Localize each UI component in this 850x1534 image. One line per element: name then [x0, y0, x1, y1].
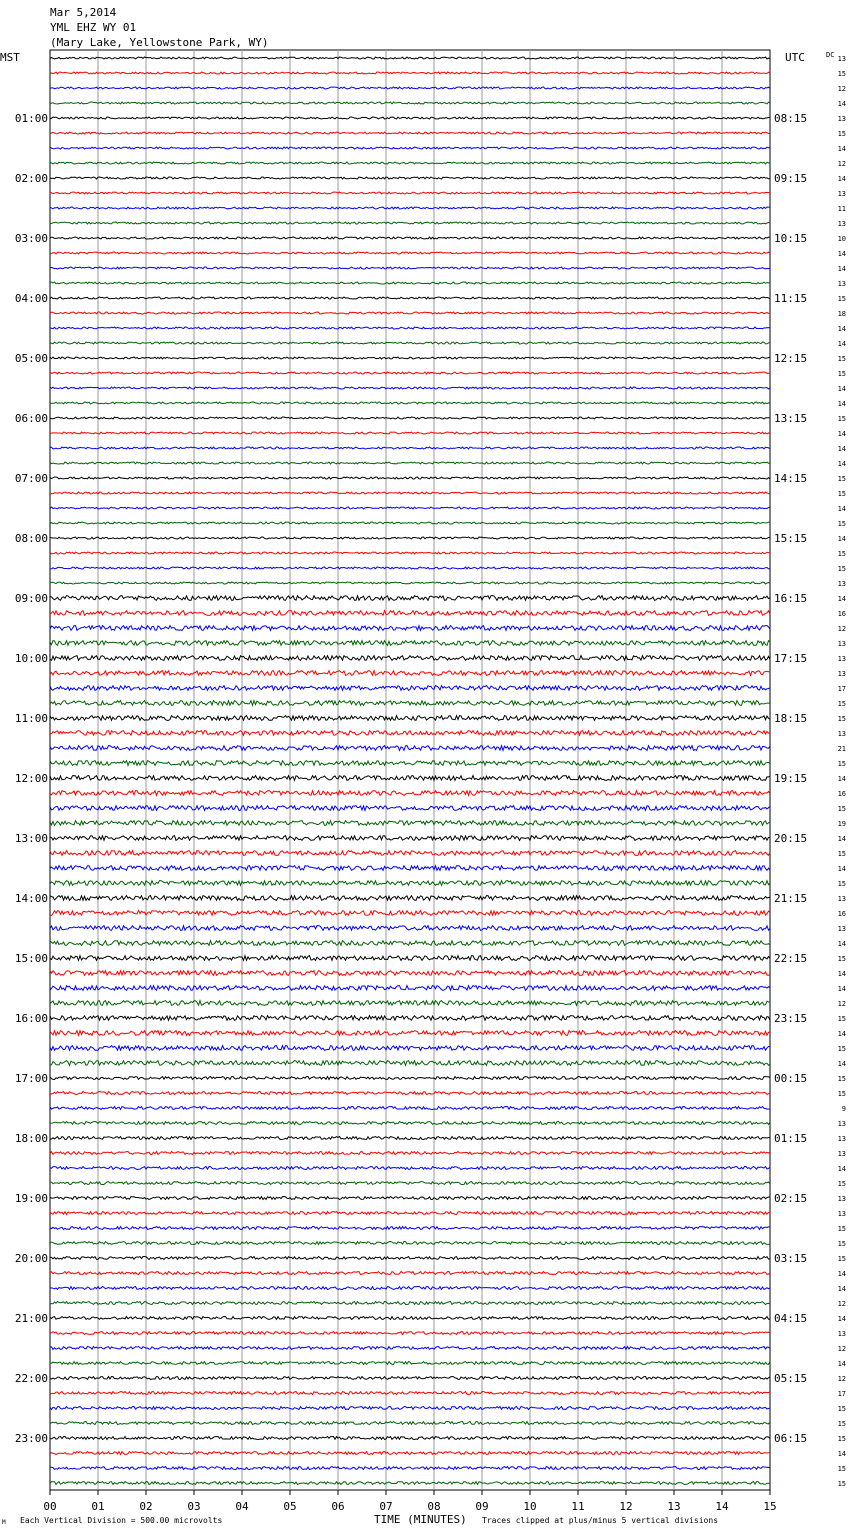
dc-offset-value: 14 — [837, 595, 846, 603]
utc-hour-label: 09:15 — [774, 172, 808, 185]
clip-note: Traces clipped at plus/minus 5 vertical divisions — [482, 1516, 719, 1525]
seismic-trace — [50, 1242, 770, 1245]
x-tick-label: 12 — [619, 1500, 633, 1513]
seismic-trace — [50, 791, 770, 796]
utc-hour-label: 10:15 — [774, 232, 808, 245]
x-tick-label: 08 — [427, 1500, 441, 1513]
mst-hour-label: 01:00 — [14, 112, 48, 125]
dc-offset-value: 15 — [837, 955, 846, 963]
dc-offset-value: 13 — [837, 220, 846, 228]
seismic-trace — [50, 1452, 770, 1455]
seismic-trace — [50, 1061, 770, 1066]
dc-offset-value: 15 — [837, 1435, 846, 1443]
header-location: (Mary Lake, Yellowstone Park, WY) — [50, 36, 269, 49]
time-grid — [50, 50, 770, 1490]
x-tick-label: 15 — [763, 1500, 777, 1513]
seismic-trace — [50, 821, 770, 826]
seismic-trace — [50, 72, 770, 74]
x-tick-label: 03 — [187, 1500, 201, 1513]
dc-offset-value: 13 — [837, 640, 846, 648]
dc-offset-value: 15 — [837, 490, 846, 498]
seismic-trace — [50, 282, 770, 284]
seismic-trace — [50, 582, 770, 584]
dc-offset-value: 15 — [837, 1180, 846, 1188]
seismic-trace — [50, 941, 770, 946]
mst-hour-label: 04:00 — [14, 292, 48, 305]
dc-offset-value: 13 — [837, 1120, 846, 1128]
dc-offset-value: 14 — [837, 385, 846, 393]
seismic-trace — [50, 1046, 770, 1051]
mst-hour-label: 17:00 — [14, 1072, 48, 1085]
seismic-trace — [50, 716, 770, 721]
dc-offset-value: 12 — [837, 625, 846, 633]
dc-offset-value: 12 — [837, 85, 846, 93]
dc-offset-value: 15 — [837, 355, 846, 363]
seismic-trace — [50, 1257, 770, 1260]
utc-hour-label: 14:15 — [774, 472, 808, 485]
seismic-trace — [50, 1167, 770, 1170]
seismic-trace — [50, 462, 770, 464]
dc-offset-value: 14 — [837, 1030, 846, 1038]
dc-offset-value: 15 — [837, 1465, 846, 1473]
mst-hour-label: 02:00 — [14, 172, 48, 185]
utc-hour-label: 02:15 — [774, 1192, 808, 1205]
mst-hour-label: 05:00 — [14, 352, 48, 365]
seismic-trace — [50, 402, 770, 404]
seismic-trace — [50, 312, 770, 314]
seismic-trace — [50, 656, 770, 661]
seismic-trace — [50, 1287, 770, 1290]
x-tick-label: 09 — [475, 1500, 489, 1513]
seismic-trace — [50, 252, 770, 254]
seismic-trace — [50, 177, 770, 179]
seismic-trace — [50, 701, 770, 706]
seismic-trace — [50, 881, 770, 886]
utc-hour-label: 16:15 — [774, 592, 808, 605]
dc-offset-value: 12 — [837, 1300, 846, 1308]
dc-offset-value: 15 — [837, 1045, 846, 1053]
utc-hour-label: 22:15 — [774, 952, 808, 965]
dc-offset-value: 14 — [837, 1060, 846, 1068]
right-zone-label: UTC — [785, 51, 805, 64]
mst-hour-label: 21:00 — [14, 1312, 48, 1325]
dc-offset-value: 14 — [837, 940, 846, 948]
mst-hour-label: 12:00 — [14, 772, 48, 785]
dc-offset-value: 14 — [837, 1285, 846, 1293]
seismic-trace — [50, 1467, 770, 1470]
dc-offset-value: 21 — [837, 745, 846, 753]
seismic-trace — [50, 986, 770, 991]
dc-offset-value: 15 — [837, 295, 846, 303]
dc-offset-value: 15 — [837, 805, 846, 813]
mst-hour-label: 19:00 — [14, 1192, 48, 1205]
dc-offset-value: 14 — [837, 400, 846, 408]
dc-offset-value: 14 — [837, 145, 846, 153]
dc-offset-value: 14 — [837, 1450, 846, 1458]
utc-hour-label: 19:15 — [774, 772, 808, 785]
x-tick-label: 01 — [91, 1500, 105, 1513]
dc-offset-value: 15 — [837, 475, 846, 483]
dc-offset-value: 14 — [837, 535, 846, 543]
dc-offset-value: 14 — [837, 250, 846, 258]
x-tick-label: 13 — [667, 1500, 681, 1513]
seismic-trace — [50, 477, 770, 479]
seismic-trace — [50, 1197, 770, 1200]
dc-offset-value: 14 — [837, 775, 846, 783]
seismic-trace — [50, 896, 770, 901]
dc-offset-value: 15 — [837, 715, 846, 723]
seismic-trace — [50, 1077, 770, 1080]
utc-hour-label: 01:15 — [774, 1132, 808, 1145]
dc-offset-value: 13 — [837, 730, 846, 738]
dc-offset-value: 15 — [837, 70, 846, 78]
mst-hour-labels — [15, 112, 48, 1445]
seismic-trace — [50, 1227, 770, 1230]
mst-hour-label: 20:00 — [14, 1252, 48, 1265]
mst-hour-label: 15:00 — [14, 952, 48, 965]
seismic-trace — [50, 1001, 770, 1006]
seismic-trace — [50, 626, 770, 631]
dc-offset-value: 18 — [837, 310, 846, 318]
dc-offset-value: 15 — [837, 1255, 846, 1263]
utc-hour-label: 18:15 — [774, 712, 808, 725]
mst-hour-label: 14:00 — [14, 892, 48, 905]
x-tick-label: 14 — [715, 1500, 729, 1513]
mst-hour-label: 06:00 — [14, 412, 48, 425]
dc-offset-value: 16 — [837, 790, 846, 798]
utc-hour-label: 21:15 — [774, 892, 808, 905]
seismic-trace — [50, 387, 770, 389]
dc-offset-value: 15 — [837, 130, 846, 138]
mst-hour-label: 11:00 — [14, 712, 48, 725]
seismic-trace — [50, 132, 770, 134]
dc-offset-value: 10 — [837, 235, 846, 243]
mst-hour-label: 23:00 — [14, 1432, 48, 1445]
seismic-trace — [50, 57, 770, 59]
dc-offset-value: 14 — [837, 325, 846, 333]
dc-offset-value: 13 — [837, 190, 846, 198]
x-axis — [43, 1490, 776, 1513]
seismic-trace — [50, 207, 770, 209]
seismic-trace — [50, 1377, 770, 1380]
dc-offset-value: 13 — [837, 925, 846, 933]
x-tick-label: 06 — [331, 1500, 345, 1513]
seismic-trace — [50, 267, 770, 269]
mst-hour-label: 16:00 — [14, 1012, 48, 1025]
plot-frame — [50, 50, 770, 1490]
dc-offset-value: 13 — [837, 280, 846, 288]
dc-offset-value: 13 — [837, 55, 846, 63]
dc-offset-value: 15 — [837, 370, 846, 378]
seismic-trace — [50, 102, 770, 104]
seismic-trace — [50, 1031, 770, 1036]
seismic-trace — [50, 552, 770, 554]
mst-hour-label: 10:00 — [14, 652, 48, 665]
seismic-trace — [50, 1107, 770, 1110]
seismic-trace — [50, 866, 770, 871]
utc-hour-labels — [774, 112, 807, 1445]
mst-hour-label: 08:00 — [14, 532, 48, 545]
seismic-trace — [50, 1212, 770, 1215]
seismic-trace — [50, 417, 770, 419]
dc-offset-value: 17 — [837, 1390, 846, 1398]
utc-hour-label: 17:15 — [774, 652, 808, 665]
seismic-trace — [50, 507, 770, 509]
utc-hour-label: 08:15 — [774, 112, 808, 125]
seismic-trace — [50, 746, 770, 751]
dc-offset-value: 15 — [837, 1090, 846, 1098]
seismic-trace — [50, 671, 770, 676]
x-tick-label: 11 — [571, 1500, 585, 1513]
dc-offset-value: 14 — [837, 970, 846, 978]
seismic-trace — [50, 567, 770, 569]
seismic-trace — [50, 686, 770, 691]
seismic-trace — [50, 1016, 770, 1021]
dc-offset-value: 15 — [837, 1240, 846, 1248]
trace-group — [50, 57, 770, 1484]
dc-offset-value: 12 — [837, 1345, 846, 1353]
dc-offset-value: 15 — [837, 550, 846, 558]
utc-hour-label: 04:15 — [774, 1312, 808, 1325]
dc-offset-value: 13 — [837, 670, 846, 678]
dc-offset-value: 13 — [837, 115, 846, 123]
dc-offset-value: 14 — [837, 1360, 846, 1368]
seismic-trace — [50, 731, 770, 736]
seismic-trace — [50, 1272, 770, 1275]
seismic-trace — [50, 1362, 770, 1365]
seismic-trace — [50, 1392, 770, 1395]
dc-offset-value: 19 — [837, 820, 846, 828]
seismic-trace — [50, 87, 770, 89]
seismic-trace — [50, 1182, 770, 1185]
seismic-trace — [50, 911, 770, 916]
seismic-trace — [50, 297, 770, 299]
x-tick-label: 07 — [379, 1500, 393, 1513]
dc-offset-value: 15 — [837, 760, 846, 768]
seismic-trace — [50, 1137, 770, 1140]
mst-hour-label: 07:00 — [14, 472, 48, 485]
dc-offset-value: 15 — [837, 1225, 846, 1233]
dc-offset-value: 14 — [837, 445, 846, 453]
dc-offset-value: 14 — [837, 1165, 846, 1173]
utc-hour-label: 20:15 — [774, 832, 808, 845]
dc-offset-value: 15 — [837, 1015, 846, 1023]
seismic-trace — [50, 117, 770, 119]
dc-offset-value: 15 — [837, 520, 846, 528]
header-date: Mar 5,2014 — [50, 6, 117, 19]
dc-offset-value: 15 — [837, 1480, 846, 1488]
seismic-trace — [50, 222, 770, 224]
dc-offset-value: 13 — [837, 655, 846, 663]
left-zone-label: MST — [0, 51, 20, 64]
dc-offset-value: 13 — [837, 1195, 846, 1203]
seismic-trace — [50, 956, 770, 961]
seismic-trace — [50, 1332, 770, 1335]
dc-offset-value: 14 — [837, 835, 846, 843]
utc-hour-label: 23:15 — [774, 1012, 808, 1025]
utc-hour-label: 06:15 — [774, 1432, 808, 1445]
dc-offset-value: 15 — [837, 565, 846, 573]
seismic-trace — [50, 1407, 770, 1410]
seismic-trace — [50, 761, 770, 766]
dc-offset-value: 15 — [837, 1405, 846, 1413]
dc-offset-value: 14 — [837, 175, 846, 183]
seismic-trace — [50, 1422, 770, 1425]
dc-offset-value: 14 — [837, 265, 846, 273]
seismic-trace — [50, 522, 770, 524]
seismic-trace — [50, 1302, 770, 1305]
dc-offset-value: 12 — [837, 1000, 846, 1008]
dc-offset-value: 12 — [837, 160, 846, 168]
seismic-trace — [50, 447, 770, 449]
dc-offset-value: 14 — [837, 340, 846, 348]
seismic-trace — [50, 926, 770, 931]
seismic-trace — [50, 1437, 770, 1440]
seismic-trace — [50, 162, 770, 164]
seismic-trace — [50, 836, 770, 841]
mst-hour-label: 18:00 — [14, 1132, 48, 1145]
dc-offset-value: 13 — [837, 1135, 846, 1143]
seismic-trace — [50, 641, 770, 646]
seismic-trace — [50, 537, 770, 539]
dc-offset-value: 15 — [837, 1420, 846, 1428]
seismic-trace — [50, 147, 770, 149]
dc-offset-value: 14 — [837, 985, 846, 993]
dc-offset-value: 17 — [837, 685, 846, 693]
mst-hour-label: 13:00 — [14, 832, 48, 845]
utc-hour-label: 13:15 — [774, 412, 808, 425]
seismic-trace — [50, 596, 770, 601]
utc-hour-label: 15:15 — [774, 532, 808, 545]
utc-hour-label: 05:15 — [774, 1372, 808, 1385]
seismic-trace — [50, 432, 770, 434]
seismic-trace — [50, 357, 770, 359]
seismic-trace — [50, 1152, 770, 1155]
dc-offset-value: 13 — [837, 1150, 846, 1158]
seismic-trace — [50, 1122, 770, 1125]
dc-offset-value: 13 — [837, 1330, 846, 1338]
seismic-trace — [50, 342, 770, 344]
dc-offset-value: 15 — [837, 700, 846, 708]
dc-offset-value: 14 — [837, 460, 846, 468]
dc-offset-value: 15 — [837, 1075, 846, 1083]
x-tick-label: 00 — [43, 1500, 57, 1513]
dc-offset-value: 16 — [837, 610, 846, 618]
dc-offset-value: 13 — [837, 1210, 846, 1218]
mst-hour-label: 22:00 — [14, 1372, 48, 1385]
dc-offset-value: 9 — [841, 1105, 846, 1113]
utc-hour-label: 12:15 — [774, 352, 808, 365]
seismic-trace — [50, 327, 770, 329]
scale-note: Each Vertical Division = 500.00 microvolts — [20, 1516, 223, 1525]
corner-mark: M — [2, 1519, 6, 1526]
seismic-trace — [50, 192, 770, 194]
mst-hour-label: 09:00 — [14, 592, 48, 605]
x-tick-label: 04 — [235, 1500, 249, 1513]
seismic-trace — [50, 971, 770, 976]
dc-offset-value: 14 — [837, 865, 846, 873]
x-tick-label: 02 — [139, 1500, 153, 1513]
header-station: YML EHZ WY 01 — [50, 21, 137, 34]
utc-hour-label: 03:15 — [774, 1252, 808, 1265]
seismic-trace — [50, 492, 770, 494]
dc-offset-value: 14 — [837, 1315, 846, 1323]
dc-offset-value: 15 — [837, 880, 846, 888]
seismic-trace — [50, 611, 770, 616]
dc-offset-value: 14 — [837, 505, 846, 513]
dc-offset-value: 14 — [837, 1270, 846, 1278]
dc-offset-value: 12 — [837, 1375, 846, 1383]
x-tick-label: 10 — [523, 1500, 537, 1513]
seismic-trace — [50, 237, 770, 239]
dc-offset-value: 13 — [837, 580, 846, 588]
seismic-trace — [50, 1482, 770, 1485]
utc-hour-label: 11:15 — [774, 292, 808, 305]
mst-hour-label: 03:00 — [14, 232, 48, 245]
x-axis-title: TIME (MINUTES) — [374, 1513, 467, 1526]
dc-offset-value: 14 — [837, 100, 846, 108]
seismic-trace — [50, 372, 770, 374]
dc-offset-value: 13 — [837, 895, 846, 903]
dc-offset-value: 16 — [837, 910, 846, 918]
dc-label: DC — [826, 51, 835, 59]
dc-offset-value: 15 — [837, 415, 846, 423]
seismic-trace — [50, 776, 770, 781]
dc-offset-value: 14 — [837, 430, 846, 438]
x-tick-label: 05 — [283, 1500, 297, 1513]
dc-offset-value: 11 — [837, 205, 846, 213]
utc-hour-label: 00:15 — [774, 1072, 808, 1085]
seismic-trace — [50, 1347, 770, 1350]
seismic-trace — [50, 1317, 770, 1320]
seismic-trace — [50, 806, 770, 811]
seismic-trace — [50, 851, 770, 856]
dc-offset-labels — [838, 55, 846, 1488]
seismic-trace — [50, 1092, 770, 1095]
dc-offset-value: 15 — [837, 850, 846, 858]
